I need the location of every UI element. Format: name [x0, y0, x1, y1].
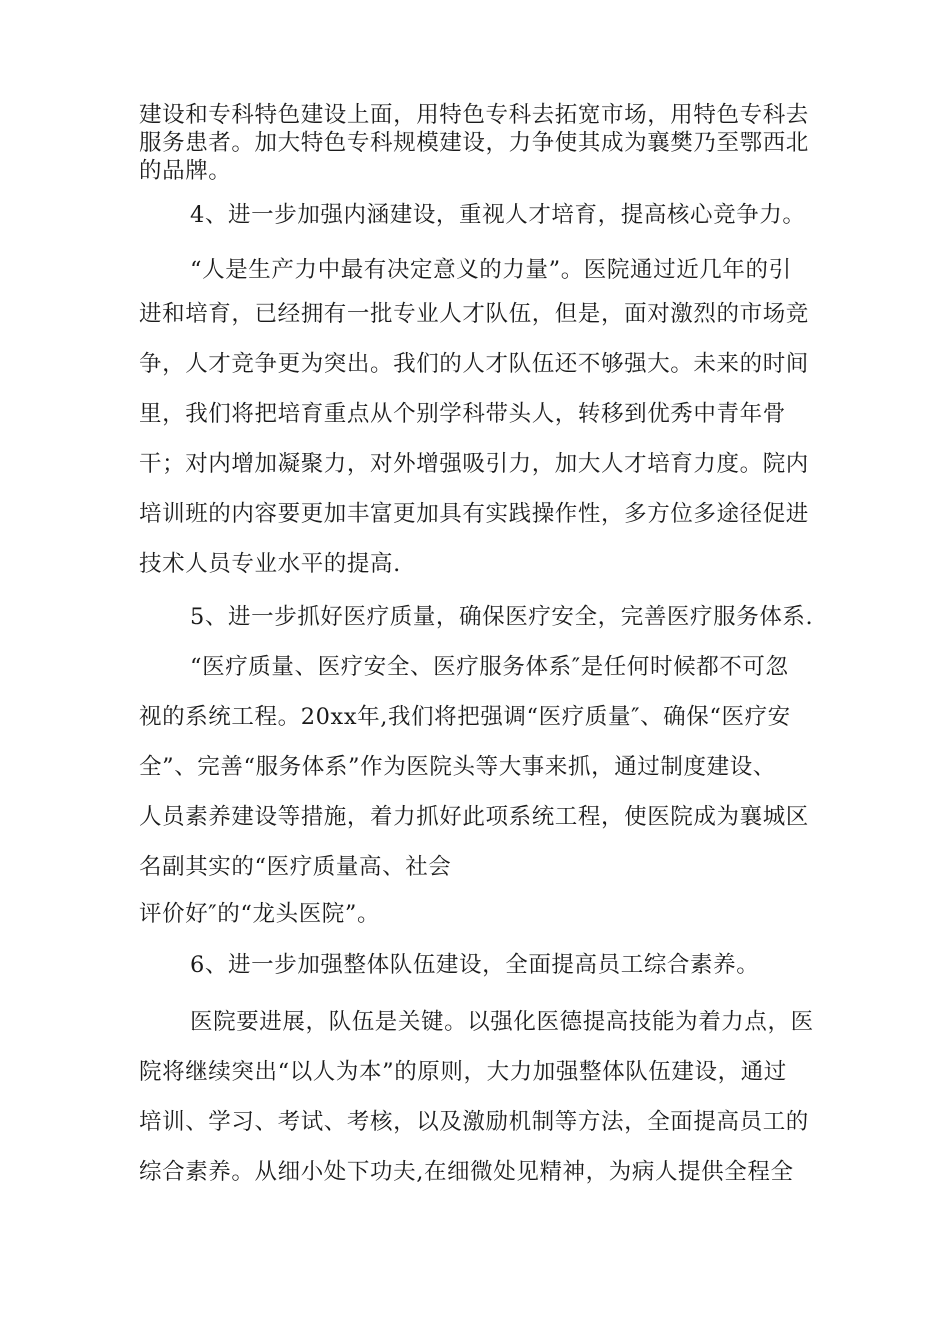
section-heading-4: 4、进一步加强内涵建设，重视人才培育，提高核心竞争力。 — [190, 202, 806, 228]
text-line: 建设和专科特色建设上面，用特色专科去拓宽市场，用特色专科去 — [139, 102, 809, 128]
text-line: 培训班的内容要更加丰富更加具有实践操作性，多方位多途径促进 — [139, 501, 809, 527]
text-line: 院将继续突出“以人为本”的原则，大力加强整体队伍建设，通过 — [139, 1059, 787, 1085]
text-line: 技术人员专业水平的提高. — [139, 551, 401, 577]
text-line: 综合素养。从细小处下功夫,在细微处见精神，为病人提供全程全 — [139, 1159, 794, 1185]
text-line: 争，人才竞争更为突出。我们的人才队伍还不够强大。未来的时间 — [139, 351, 809, 377]
text-line: 里，我们将把培育重点从个别学科带头人，转移到优秀中青年骨 — [139, 401, 786, 427]
text-line: 的品牌。 — [139, 158, 232, 184]
text-line: 评价好″的“龙头医院”。 — [139, 901, 381, 927]
text-line: 培训、学习、考试、考核，以及激励机制等方法，全面提高员工的 — [139, 1109, 809, 1135]
text-line: 干；对内增加凝聚力，对外增强吸引力，加大人才培育力度。院内 — [139, 451, 809, 477]
text-line: 人员素养建设等措施，着力抓好此项系统工程，使医院成为襄城区 — [139, 804, 809, 830]
text-line: 视的系统工程。20xx年,我们将把强调“医疗质量″、确保“医疗安 — [139, 704, 791, 730]
text-line: 医院要进展，队伍是关键。以强化医德提高技能为着力点，医 — [190, 1009, 814, 1035]
section-heading-5: 5、进一步抓好医疗质量，确保医疗安全，完善医疗服务体系. — [190, 604, 814, 630]
text-line: 服务患者。加大特色专科规模建设，力争使其成为襄樊乃至鄂西北 — [139, 130, 809, 156]
text-line: “医疗质量、医疗安全、医疗服务体系″是任何时候都不可忽 — [190, 654, 789, 680]
text-line: 进和培育，已经拥有一批专业人才队伍，但是，面对激烈的市场竞 — [139, 301, 809, 327]
section-heading-6: 6、进一步加强整体队伍建设，全面提高员工综合素养。 — [190, 952, 760, 978]
text-line: 名副其实的“医疗质量高、社会 — [139, 854, 452, 880]
text-line: 全”、完善“服务体系”作为医院头等大事来抓，通过制度建设、 — [139, 754, 776, 780]
text-line: “人是生产力中最有决定意义的力量”。医院通过近几年的引 — [190, 257, 792, 283]
